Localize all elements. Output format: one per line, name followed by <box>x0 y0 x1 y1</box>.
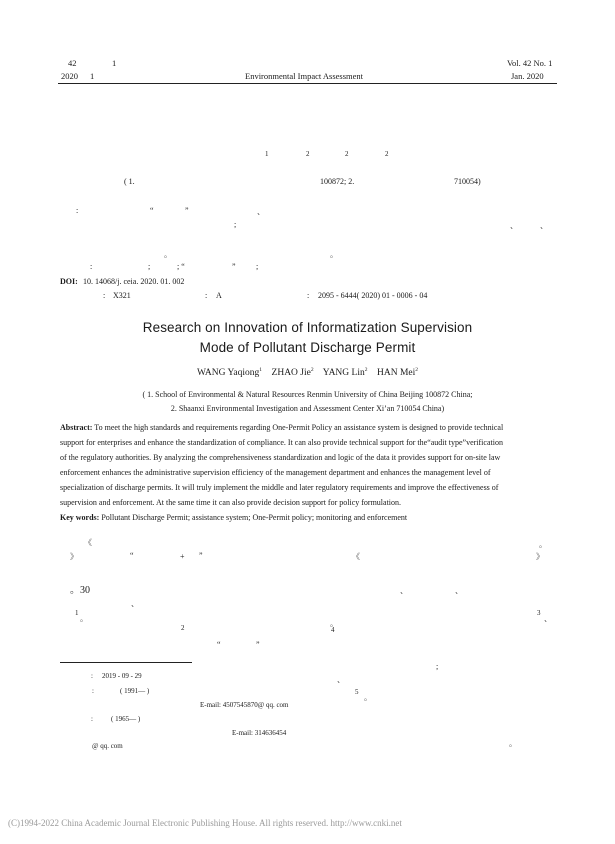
body-punct: + <box>180 552 185 561</box>
body-punct: 《 <box>352 552 360 561</box>
body-punct: 、 <box>337 675 345 684</box>
copyright-footer: (C)1994-2022 China Academic Journal Electronic Publishing House. All rights reserved. http://www.cnki.net <box>8 818 402 828</box>
cn-affil-code2: 710054) <box>454 177 481 186</box>
abstract-line: specialization of discharge permits. It will truly implement the middle and later regulatory requirements and improve the effectiveness of <box>60 483 499 492</box>
body-punct: 、 <box>544 614 552 623</box>
keywords-label: Key words: <box>60 513 100 522</box>
cn-kw-punct: ; “ <box>177 262 185 271</box>
author-sup: 2 <box>364 367 368 373</box>
received-date: 2019 - 09 - 29 <box>102 672 142 680</box>
author-name: WANG Yaqiong <box>196 368 260 379</box>
header-journal-name: Environmental Impact Assessment <box>245 71 364 81</box>
body-punct: 。 <box>364 693 372 702</box>
body-punct: 。 <box>509 739 517 748</box>
abstract-line: support for enterprises and enhance the standardization of compliance. It can also provide technical support for the“audit type”verification <box>60 438 503 447</box>
author1-email: E-mail: 4507545870@ qq. com <box>200 701 289 709</box>
english-affiliation-2: 2. Shaanxi Environmental Investigation and Assessment Center Xi’an 710054 China) <box>170 404 445 413</box>
author-sup: 2 <box>310 367 314 373</box>
article-id-label: : <box>307 291 310 300</box>
body-ref-sup: 1 <box>75 609 79 617</box>
cn-punct: 、 <box>510 221 518 230</box>
abstract-line: enforcement enhances the administrative supervision efficiency of the management department and enhances the management level of <box>60 468 491 477</box>
author-sup: 1 <box>259 367 263 373</box>
author2-email: E-mail: 314636454 <box>232 729 287 737</box>
author-sup: 2 <box>415 367 418 373</box>
article-id-value: 2095 - 6444( 2020) 01 - 0006 - 04 <box>318 291 428 300</box>
cn-affil-code1: 100872; 2. <box>320 177 355 186</box>
abstract-line: of the regulatory authorities. By analyzing the comprehensiveness standardization and logic of the data it provides support for on-site law <box>60 453 501 462</box>
abstract-label: Abstract: <box>60 423 93 432</box>
doc-code-value: A <box>216 291 222 300</box>
cn-punct: “ <box>150 206 154 215</box>
cn-punct: 。 <box>330 250 338 259</box>
header-volume-cn: 42 <box>68 58 77 68</box>
abstract-line: To meet the high standards and requirements regarding One-Permit Policy an assistance system is designed to provide technical <box>92 423 504 432</box>
author2-label: : <box>91 715 93 723</box>
body-punct: 。 <box>330 619 338 628</box>
cn-punct: 、 <box>540 221 548 230</box>
author-name: ZHAO Jie <box>271 368 311 379</box>
body-punct: 、 <box>455 586 463 595</box>
body-ref-sup: 4 <box>331 626 335 634</box>
english-affiliation-1: ( 1. School of Environmental & Natural Resources Renmin University of China Beijing 100872 China; <box>142 390 473 399</box>
footnote-rule <box>60 662 192 663</box>
clc-value: X321 <box>113 291 131 300</box>
body-punct: 、 <box>131 599 139 608</box>
doc-code-label: : <box>205 291 208 300</box>
english-title-line1: Research on Innovation of Informatization Supervision <box>142 320 473 335</box>
body-ref-sup: 2 <box>181 624 185 632</box>
body-punct: 。 <box>539 540 547 549</box>
cn-affil-open: ( 1. <box>124 177 135 186</box>
body-ref-sup: 3 <box>537 609 541 617</box>
author1-years: ( 1991— ) <box>120 687 150 695</box>
header-issue-cn: 1 <box>112 58 117 68</box>
cn-kw-punct: ” <box>232 262 236 271</box>
doi-value: 10. 14068/j. ceia. 2020. 01. 002 <box>83 277 185 286</box>
abstract-line: supervision and enforcement. At the same time it can also provide decision support for policy formulation. <box>60 498 402 507</box>
cn-punct: ” <box>185 206 189 215</box>
english-title-line2: Mode of Pollutant Discharge Permit <box>199 340 416 355</box>
body-punct: 《 <box>84 538 92 547</box>
english-abstract <box>60 420 557 525</box>
body-number: 。30 <box>70 585 90 596</box>
english-authors <box>0 367 615 378</box>
author1-label: : <box>92 687 94 695</box>
keywords-text: Pollutant Discharge Permit; assistance system; One-Permit policy; monitoring and enforcement <box>99 513 408 522</box>
cn-kw-punct: ; <box>256 262 259 271</box>
header-year-cn: 2020 <box>61 71 78 81</box>
cn-author-sup: 1 <box>265 150 269 158</box>
body-punct: 》 <box>536 552 544 561</box>
author2-years: ( 1965— ) <box>111 715 141 723</box>
cn-kw-punct: : <box>90 262 93 271</box>
header-rule <box>58 83 557 84</box>
body-punct: 》 <box>70 552 78 561</box>
body-punct: ” <box>256 640 260 649</box>
header-volume-en: Vol. 42 No. 1 <box>507 58 553 68</box>
cn-punct: ; <box>234 220 237 229</box>
received-label: : <box>91 672 93 680</box>
header-issue-num-cn: 1 <box>90 71 95 81</box>
doi-label: DOI: <box>60 277 78 286</box>
author-name: YANG Lin <box>322 368 365 379</box>
body-punct: “ <box>130 551 134 560</box>
body-ref-sup: 5 <box>355 688 359 696</box>
body-punct: 、 <box>400 586 408 595</box>
body-punct: ; <box>436 662 439 671</box>
cn-author-sup: 2 <box>345 150 349 158</box>
cn-author-sup: 2 <box>306 150 310 158</box>
cn-punct: 。 <box>164 250 172 259</box>
body-punct: 。 <box>80 614 88 623</box>
cn-author-sup: 2 <box>385 150 389 158</box>
author2-email-cont: @ qq. com <box>92 742 123 750</box>
header-date-en: Jan. 2020 <box>511 71 544 81</box>
clc-label: : <box>103 291 106 300</box>
cn-kw-punct: ; <box>148 262 151 271</box>
body-punct: ” <box>199 551 203 560</box>
body-punct: “ <box>217 640 221 649</box>
cn-punct: : <box>76 206 79 215</box>
author-name: HAN Mei <box>376 368 416 379</box>
cn-punct: 、 <box>257 207 265 216</box>
